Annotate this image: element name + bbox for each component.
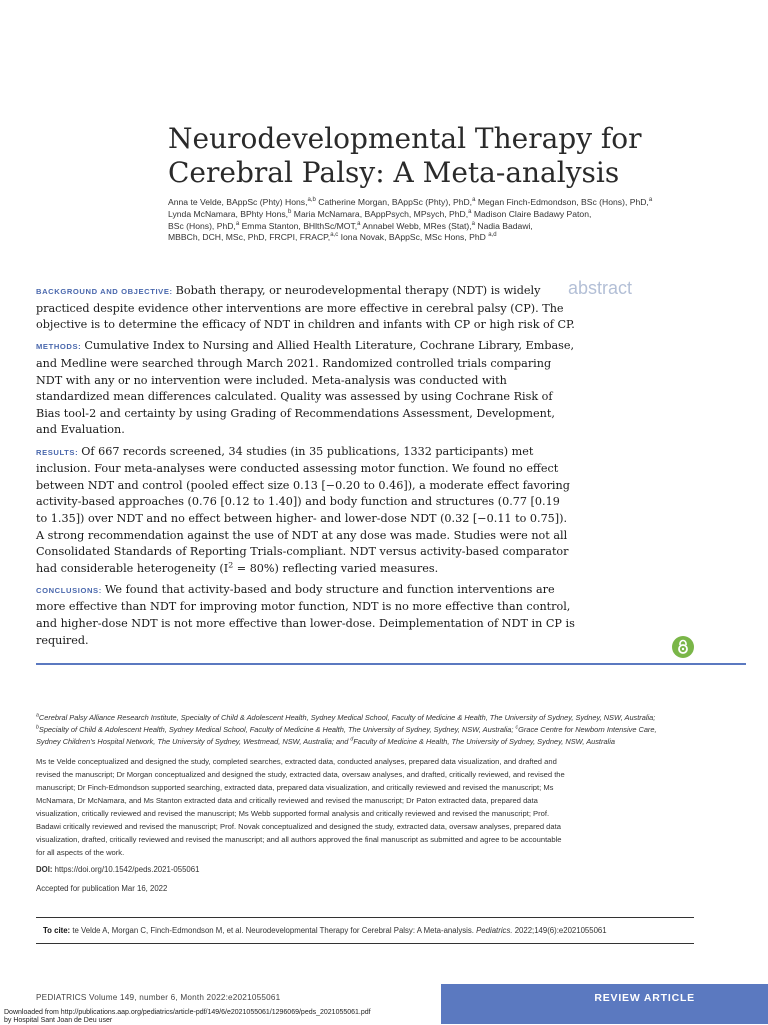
- abstract-line: more effective than NDT for improving motor function, NDT is no more effective than control,: [36, 600, 571, 614]
- abstract-line: standardized mean differences calculated. Quality was assessed by using Cochrane Risk of: [36, 390, 553, 404]
- article-title: [168, 122, 728, 190]
- abstract-methods: [36, 338, 575, 439]
- affiliation-line: Sydney Children's Hospital Network, The University of Sydney, Westmead, NSW, Australia; and $^d$Faculty of Medicine & Health, The University of Sydney, Sydney, NSW, Australia: [36, 736, 615, 747]
- abstract-line: and Medline were searched through March 2021. Randomized controlled trials comparing: [36, 356, 552, 370]
- abstract-line: activity-based approaches (0.76 [0.12 to 1.40]) and body function and structures (0.77 [0.19: [36, 495, 560, 509]
- citation-box: [36, 917, 694, 944]
- abstract-line: inclusion. Four meta-analyses were conducted assessing motor function. We found no effect: [36, 462, 559, 476]
- open-access-icon-graphic: [672, 636, 694, 658]
- section-heading: METHODS:: [36, 342, 82, 352]
- contribution-line: revised the manuscript; Dr Morgan conceptualized and designed the study, extracted data, oversaw analyses, and drafted, critically reviewed, and revised the: [36, 770, 565, 779]
- abstract-conclusions: [36, 582, 575, 649]
- affiliations: [36, 712, 736, 749]
- abstract-line: to 1.35]) over NDT and no effect between higher- and lower-dose NDT (0.32 [−0.11 to 0.75]).: [36, 511, 568, 525]
- contribution-line: McNamara, Dr McNamara, and Ms Stanton extracted data and critically reviewed and revised the manuscript; Dr Paton extracted data, prepared data: [36, 796, 538, 805]
- doi-label: DOI:: [36, 865, 53, 874]
- abstract-body: [36, 283, 575, 654]
- author-line: MBBCh, DCH, MSc, PhD, FRCPI, FRACP,$^{a,c}$ Iona Novak, BAppSc, MSc Hons, PhD $^{a,d}$: [168, 232, 497, 243]
- doi-link[interactable]: https://doi.org/10.1542/peds.2021-055061: [54, 865, 200, 874]
- abstract-line: BACKGROUND AND OBJECTIVE: Bobath therapy, or neurodevelopmental therapy (NDT) is widely: [36, 284, 541, 297]
- author-line: BSc (Hons), PhD,$^a$ Emma Stanton, BHlthSc/MOT,$^a$ Annabel Webb, MRes (Stat),$^a$ Nadia Badawi,: [168, 220, 533, 231]
- author-contributions: [36, 755, 736, 859]
- abstract-line: A strong recommendation against the use of NDT at any dose was made. Studies were not all: [36, 528, 568, 542]
- cite-label: To cite:: [43, 926, 71, 935]
- download-notice: [4, 1009, 371, 1025]
- section-divider: [36, 663, 746, 665]
- contribution-line: visualization, critically reviewed and revised the manuscript; Ms Webb supported formal analysis and critically reviewed and revised the manuscript; Prof.: [36, 809, 550, 818]
- abstract-line: CONCLUSIONS: We found that activity-based and body structure and function interventions are: [36, 582, 555, 596]
- affiliation-line: $^a$Cerebral Palsy Alliance Research Institute, Specialty of Child & Adolescent Health, Sydney Medical School, Faculty of Medicine & Health, The University of Sydney, Sydney, NSW, Australia;: [36, 712, 656, 722]
- author-line: Lynda McNamara, BPhty Hons,$^b$ Maria McNamara, BAppPsych, MPsych, PhD,$^a$ Madison Claire Badawy Paton,: [168, 208, 592, 219]
- abstract-line: and higher-dose NDT is not more effective than lower-dose. Deimplementation of NDT in CP is: [36, 617, 575, 631]
- section-heading: RESULTS:: [36, 447, 79, 457]
- abstract-line: required.: [36, 633, 89, 647]
- contribution-line: for all aspects of the work.: [36, 848, 125, 857]
- author-list: [168, 197, 708, 244]
- article-type-bar: [441, 984, 768, 1024]
- section-heading: CONCLUSIONS:: [36, 585, 102, 595]
- abstract-background: [36, 283, 575, 334]
- abstract-line: had considerable heterogeneity $(I^2 = 80\%)$ reflecting varied measures.: [36, 559, 439, 575]
- download-line[interactable]: Downloaded from http://publications.aap.org/pediatrics/article-pdf/149/6/e2021055061/1296069/peds_2021055061.pdf: [4, 1009, 371, 1016]
- contribution-line: Badawi critically reviewed and revised the manuscript; Prof. Novak conceptualized and designed the study, extracted data, oversaw analyses, prepared data: [36, 822, 561, 831]
- cite-details: 2022;149(6):e2021055061: [514, 926, 607, 935]
- article-type-label: REVIEW ARTICLE: [594, 992, 695, 1004]
- download-line: by Hospital Sant Joan de Deu user: [4, 1017, 113, 1024]
- cite-journal: Pediatrics.: [476, 926, 513, 935]
- footer-journal-info: PEDIATRICS Volume 149, number 6, Month 2022:e2021055061: [36, 993, 281, 1002]
- abstract-line: Consolidated Standards of Reporting Trials-compliant. NDT versus activity-based comparator: [36, 545, 569, 559]
- abstract-line: objective is to determine the efficacy of NDT in children and infants with CP or high risk of CP.: [36, 318, 575, 332]
- affiliation-line: $^b$Specialty of Child & Adolescent Health, Sydney Medical School, Faculty of Medicine & Health, The University of Sydney, Sydney, NSW, Australia; $^c$Grace Centre for Newborn Intensive Care,: [36, 724, 657, 735]
- open-access-icon[interactable]: [672, 636, 694, 658]
- abstract-line: practiced despite evidence other interventions are more effective in cerebral palsy (CP). The: [36, 301, 564, 315]
- cite-text: te Velde A, Morgan C, Finch-Edmondson M, et al. Neurodevelopmental Therapy for Cerebral Palsy: A Meta-analysis.: [72, 926, 474, 935]
- accepted-date: Accepted for publication Mar 16, 2022: [36, 884, 168, 893]
- abstract-line: and Evaluation.: [36, 423, 125, 437]
- abstract-line: METHODS: Cumulative Index to Nursing and Allied Health Literature, Cochrane Library, Embase,: [36, 339, 575, 353]
- abstract-line: NDT with any or no intervention were included. Meta-analysis was conducted with: [36, 373, 507, 387]
- abstract-line: Bias tool-2 and certainty by using Grading of Recommendations Assessment, Development,: [36, 406, 555, 420]
- section-heading: BACKGROUND AND OBJECTIVE:: [36, 287, 173, 296]
- title-line: Neurodevelopmental Therapy for: [168, 122, 642, 155]
- doi: [36, 865, 199, 874]
- author-line: Anna te Velde, BAppSc (Phty) Hons,$^{a,b}$ Catherine Morgan, BAppSc (Phty), PhD,$^a$ Megan Finch-Edmondson, BSc (Hons), PhD,$^a$: [168, 197, 653, 207]
- contribution-line: visualization, drafted, critically reviewed and revised the manuscript; and all authors approved the final manuscript as submitted and agree to be accountable: [36, 835, 562, 844]
- abstract-results: [36, 444, 570, 578]
- contribution-line: manuscript; Dr Finch-Edmondson supported searching, extracted data, prepared data visualization, and critically reviewed and revised the manuscript; Ms: [36, 783, 554, 792]
- contribution-line: Ms te Velde conceptualized and designed the study, completed searches, extracted data, conducted analyses, prepared data visualization, and drafted and: [36, 757, 557, 766]
- abstract-line: RESULTS: Of 667 records screened, 34 studies (in 35 publications, 1332 participants) met: [36, 444, 534, 458]
- abstract-line: between NDT and control (pooled effect size 0.13 [−0.20 to 0.46]), a moderate effect favoring: [36, 478, 570, 492]
- abstract-label: abstract: [568, 278, 633, 298]
- title-line: Cerebral Palsy: A Meta-analysis: [168, 156, 620, 189]
